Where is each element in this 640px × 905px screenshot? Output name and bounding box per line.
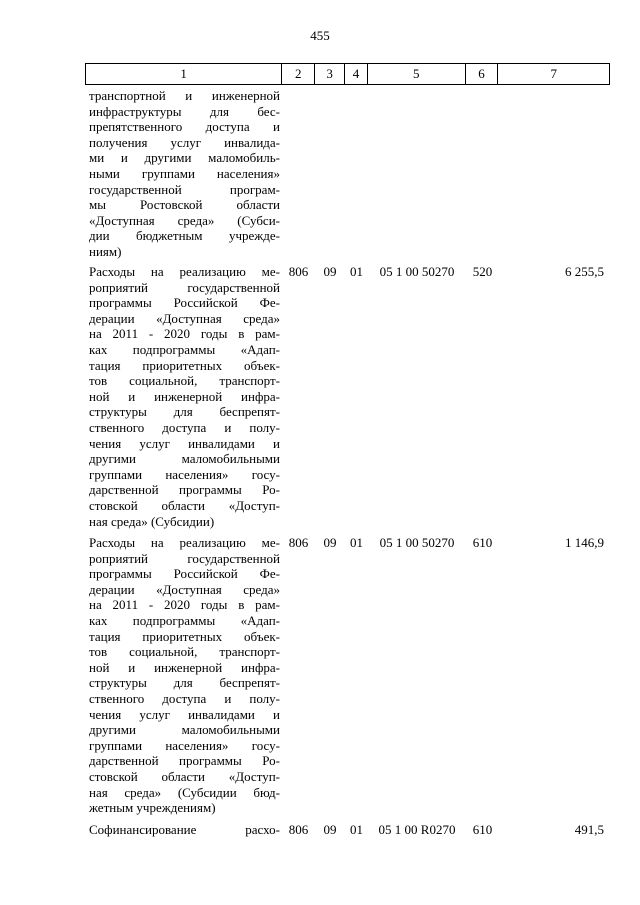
description-line: стовской области «Доступ- — [89, 768, 280, 784]
description-line: ках подпрограммы «Адап- — [89, 612, 280, 628]
cell-col-7: 491,5 — [574, 822, 604, 837]
header-col-3: 3 — [315, 64, 345, 84]
description-line: дарственной программы Ро- — [89, 482, 280, 498]
cell-col-4: 01 — [350, 535, 363, 550]
header-col-2: 2 — [282, 64, 315, 84]
description-line: препятственного доступа и — [89, 119, 280, 135]
description-line: роприятий государственной — [89, 279, 280, 295]
table-header — [85, 63, 610, 85]
cell-col-4: 01 — [350, 822, 363, 837]
description-line: транспортной и инженерной — [89, 88, 280, 103]
header-col-6: 6 — [466, 64, 499, 84]
cell-col-5: 05 1 00 50270 — [379, 535, 455, 550]
description-line: другими маломобильными — [89, 451, 280, 467]
description-line: Расходы на реализацию ме- — [89, 264, 280, 279]
description-line: группами населения» госу- — [89, 466, 280, 482]
description-line: ная среда» (Субсидии) — [89, 513, 215, 529]
description-line: дарственной программы Ро- — [89, 753, 280, 769]
header-col-1: 1 — [86, 64, 282, 84]
header-col-4: 4 — [345, 64, 368, 84]
description-line: чения услуг инвалидами и — [89, 706, 280, 722]
header-col-7: 7 — [550, 66, 557, 81]
cell-col-6: 610 — [472, 535, 493, 550]
description-line: ственного доступа и полу- — [89, 419, 280, 435]
description-line: жетным учреждениям) — [89, 800, 216, 816]
description-line: ках подпрограммы «Адап- — [89, 341, 280, 357]
description-line: стовской области «Доступ- — [89, 497, 280, 513]
cell-col-6: 520 — [472, 264, 493, 279]
page-number: 455 — [310, 28, 330, 43]
description-line: мы Ростовской области — [89, 197, 280, 213]
cell-col-6 — [466, 88, 499, 260]
description-line: группами населения» госу- — [89, 737, 280, 753]
description-line: роприятий государственной — [89, 550, 280, 566]
row-description — [85, 88, 282, 260]
description-line: тов социальной, транспорт- — [89, 644, 280, 660]
cell-col-3: 09 — [323, 822, 337, 837]
row-description — [85, 822, 282, 838]
cell-col-7: 1 146,9 — [565, 535, 604, 550]
description-line: другими маломобильными — [89, 722, 280, 738]
cell-col-2: 806 — [288, 535, 309, 550]
cell-col-3 — [315, 88, 345, 260]
description-line: дерации «Доступная среда» — [89, 310, 280, 326]
description-line: ной и инженерной инфра- — [89, 388, 280, 404]
description-line: ственного доступа и полу- — [89, 690, 280, 706]
cell-col-7: 6 255,5 — [565, 264, 604, 279]
description-line: программы Российской Фе- — [89, 566, 280, 582]
description-line: Софинансирование расхо- — [89, 822, 280, 837]
description-line: ниям) — [89, 243, 122, 259]
description-line: тация приоритетных объек- — [89, 628, 280, 644]
description-line: структуры для беспрепят- — [89, 675, 280, 691]
cell-col-5: 05 1 00 50270 — [379, 264, 455, 279]
description-line: инфраструктуры для бес- — [89, 103, 280, 119]
cell-col-3: 09 — [323, 535, 337, 550]
description-line: тация приоритетных объек- — [89, 357, 280, 373]
description-line: тов социальной, транспорт- — [89, 373, 280, 389]
table-row — [85, 264, 610, 529]
description-line: Расходы на реализацию ме- — [89, 535, 280, 550]
table-row — [85, 88, 610, 260]
description-line: «Доступная среда» (Субси- — [89, 212, 280, 228]
description-line: дии бюджетным учрежде- — [89, 228, 280, 244]
description-line: ми и другими маломобиль- — [89, 150, 280, 166]
description-line: на 2011 - 2020 годы в рам- — [89, 597, 280, 613]
cell-col-7 — [499, 88, 610, 260]
description-line: программы Российской Фе- — [89, 295, 280, 311]
cell-col-6: 610 — [472, 822, 493, 837]
cell-col-2: 806 — [288, 822, 309, 837]
description-line: получения услуг инвалида- — [89, 134, 280, 150]
table-row — [85, 535, 610, 816]
cell-col-3: 09 — [323, 264, 337, 279]
description-line: ная среда» (Субсидии бюд- — [89, 784, 280, 800]
header-col-5: 5 — [368, 64, 466, 84]
description-line: на 2011 - 2020 годы в рам- — [89, 326, 280, 342]
table-row — [85, 822, 610, 838]
description-line: структуры для беспрепят- — [89, 404, 280, 420]
row-description — [85, 264, 282, 529]
cell-col-2: 806 — [288, 264, 309, 279]
cell-col-2 — [282, 88, 315, 260]
description-line: ными группами населения» — [89, 165, 280, 181]
description-line: чения услуг инвалидами и — [89, 435, 280, 451]
row-description — [85, 535, 282, 816]
cell-col-5: 05 1 00 R0270 — [378, 822, 456, 837]
description-line: дерации «Доступная среда» — [89, 581, 280, 597]
cell-col-5 — [368, 88, 466, 260]
description-line: государственной програм- — [89, 181, 280, 197]
description-line: ной и инженерной инфра- — [89, 659, 280, 675]
cell-col-4 — [345, 88, 368, 260]
cell-col-4: 01 — [350, 264, 363, 279]
